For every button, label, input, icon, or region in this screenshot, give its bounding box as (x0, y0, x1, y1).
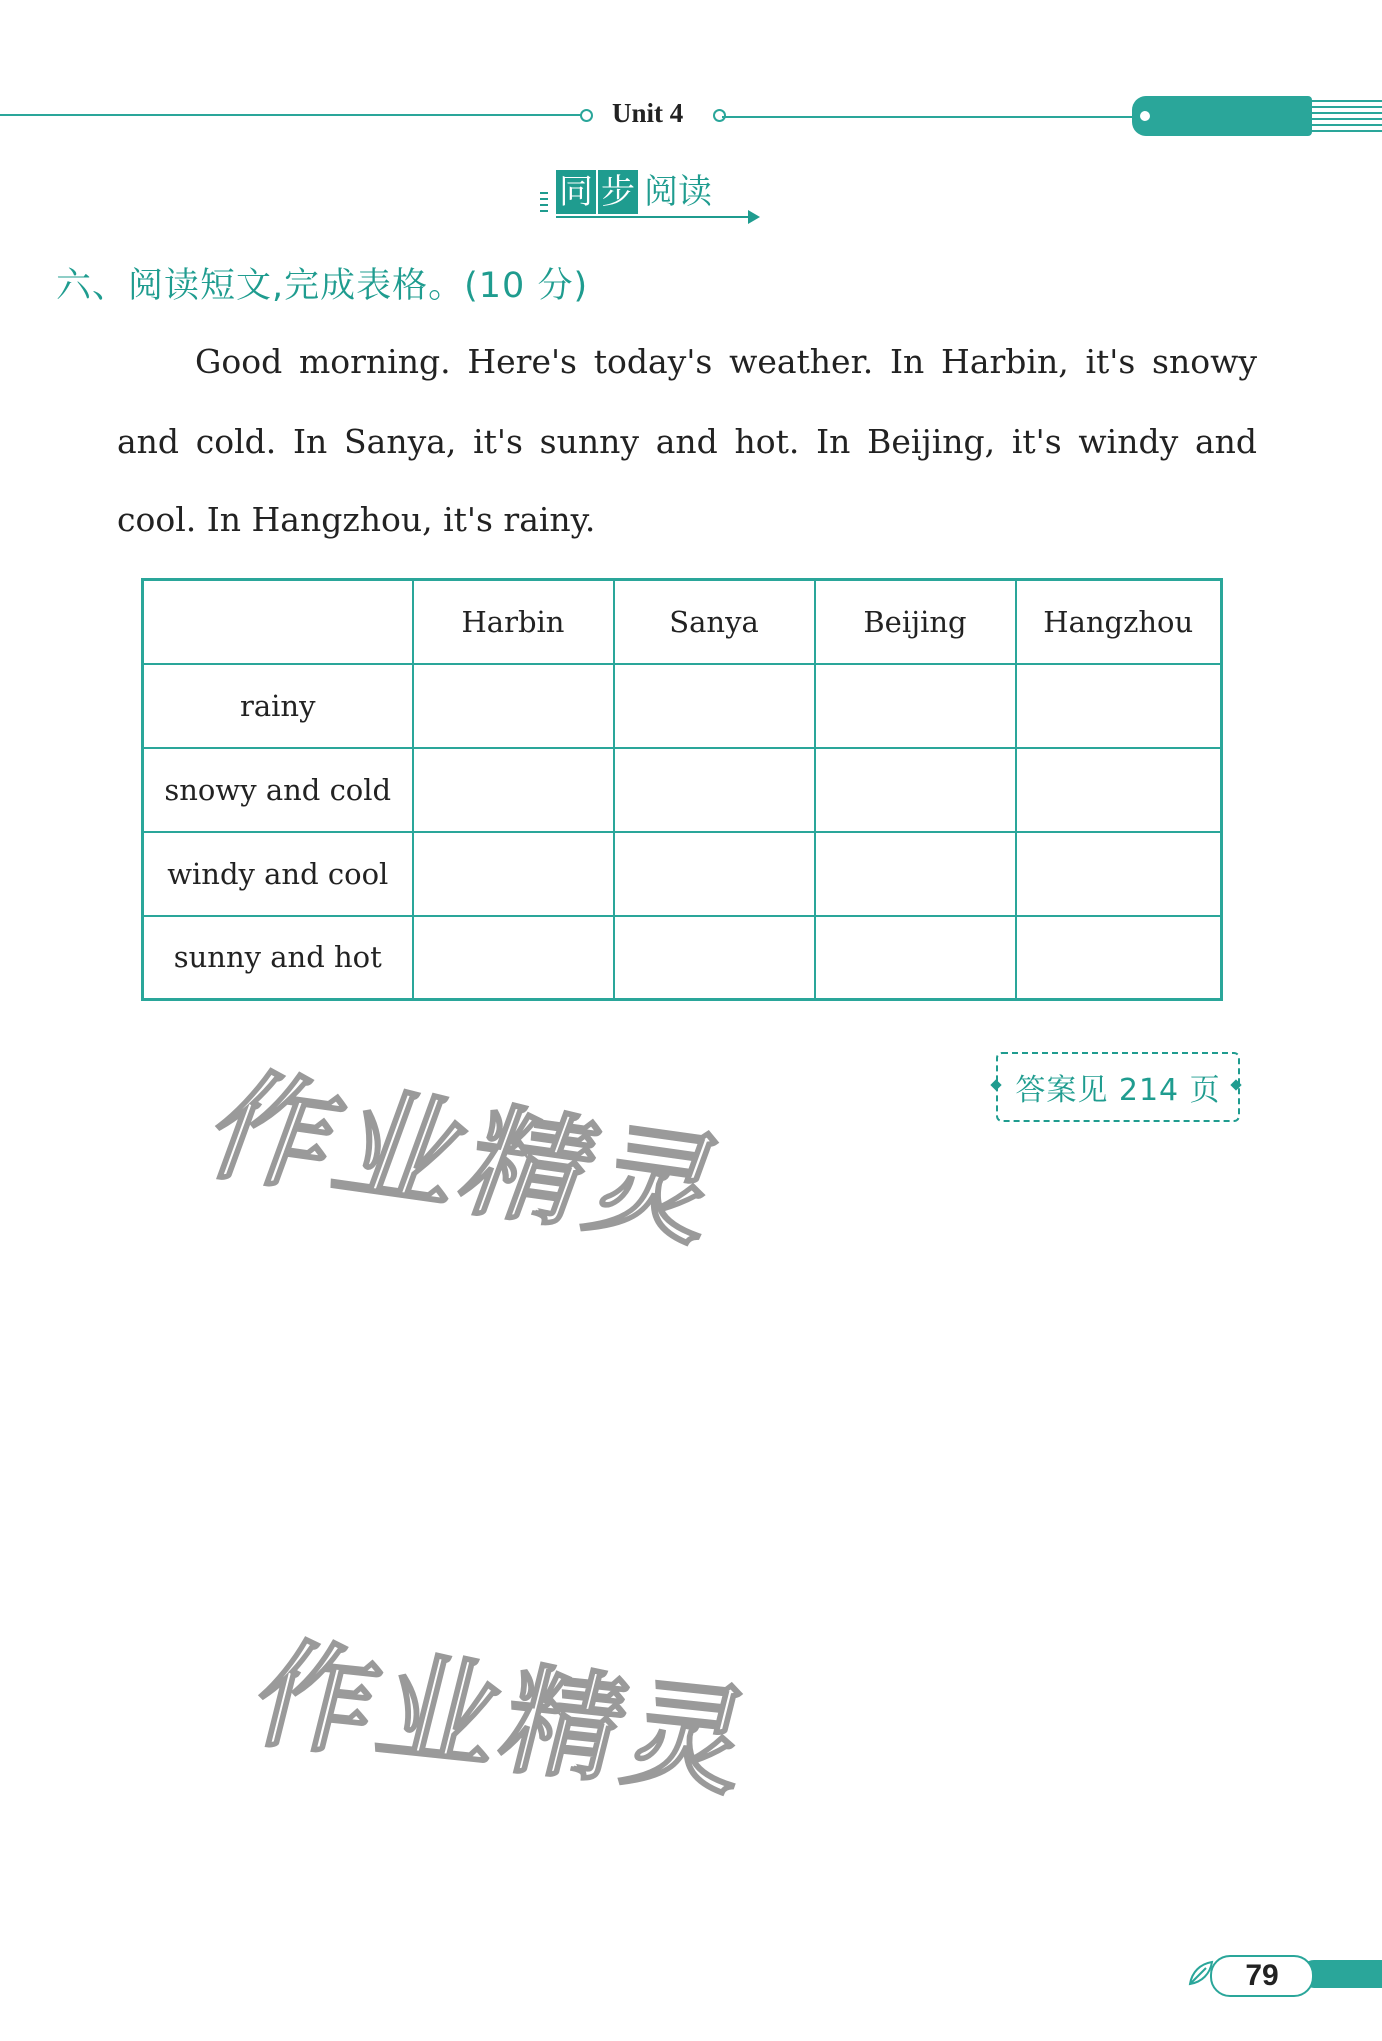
table-corner-cell (143, 580, 413, 664)
row-label-snowy-and-cold: snowy and cold (143, 748, 413, 832)
header-stripes (1312, 100, 1382, 132)
badge-box-1: 同 (556, 170, 596, 214)
answer-cell[interactable] (815, 916, 1016, 1000)
arrow-right-icon (748, 210, 760, 224)
answer-reference-box (996, 1052, 1240, 1122)
answer-cell[interactable] (614, 664, 815, 748)
answer-cell[interactable] (815, 748, 1016, 832)
header-rule-right (722, 116, 1134, 118)
table-row (143, 916, 1222, 1000)
answer-cell[interactable] (815, 664, 1016, 748)
unit-title: Unit 4 (612, 98, 684, 128)
passage-line-2: and cold. In Sanya, it's sunny and hot. In Beijing, it's windy and (117, 422, 1257, 461)
page-number-pill (1210, 1955, 1314, 1997)
weather-table (141, 578, 1223, 1001)
header-rule-left (0, 114, 584, 116)
answer-cell[interactable] (1016, 664, 1222, 748)
answer-cell[interactable] (413, 664, 614, 748)
watermark-bottom: 作业精灵 (241, 1625, 769, 1813)
header-rule-left-dot (580, 109, 593, 122)
question-title: 六、阅读短文,完成表格。(10 分) (56, 266, 589, 306)
answer-cell[interactable] (1016, 832, 1222, 916)
column-header-beijing: Beijing (815, 580, 1016, 664)
column-header-hangzhou: Hangzhou (1016, 580, 1222, 664)
watermark-top: 作业精灵 (190, 1055, 748, 1264)
answer-cell[interactable] (413, 832, 614, 916)
answer-cell[interactable] (413, 748, 614, 832)
answer-cell[interactable] (815, 832, 1016, 916)
badge-underline (556, 216, 756, 218)
answer-cell[interactable] (1016, 748, 1222, 832)
passage-line-1: Good morning. Here's today's weather. In Harbin, it's snowy (195, 342, 1257, 381)
row-label-rainy: rainy (143, 664, 413, 748)
section-badge (556, 170, 712, 214)
passage-line-3: cool. In Hangzhou, it's rainy. (117, 500, 596, 539)
row-label-windy-and-cool: windy and cool (143, 832, 413, 916)
table-row (143, 664, 1222, 748)
answer-cell[interactable] (614, 748, 815, 832)
table-row (143, 748, 1222, 832)
page-number: 79 (1245, 1959, 1279, 1992)
row-label-sunny-and-hot: sunny and hot (143, 916, 413, 1000)
answer-cell[interactable] (614, 916, 815, 1000)
header-tab-hole (1140, 111, 1150, 121)
badge-text: 阅读 (644, 172, 712, 212)
table-row (143, 832, 1222, 916)
table-header-row (143, 580, 1222, 664)
answer-cell[interactable] (1016, 916, 1222, 1000)
answer-cell[interactable] (413, 916, 614, 1000)
column-header-sanya: Sanya (614, 580, 815, 664)
header-tab (1132, 96, 1312, 136)
column-header-harbin: Harbin (413, 580, 614, 664)
answer-cell[interactable] (614, 832, 815, 916)
answer-reference-text: 答案见 214 页 (1015, 1073, 1221, 1108)
badge-box-2: 步 (598, 170, 638, 214)
badge-dots (540, 192, 548, 214)
